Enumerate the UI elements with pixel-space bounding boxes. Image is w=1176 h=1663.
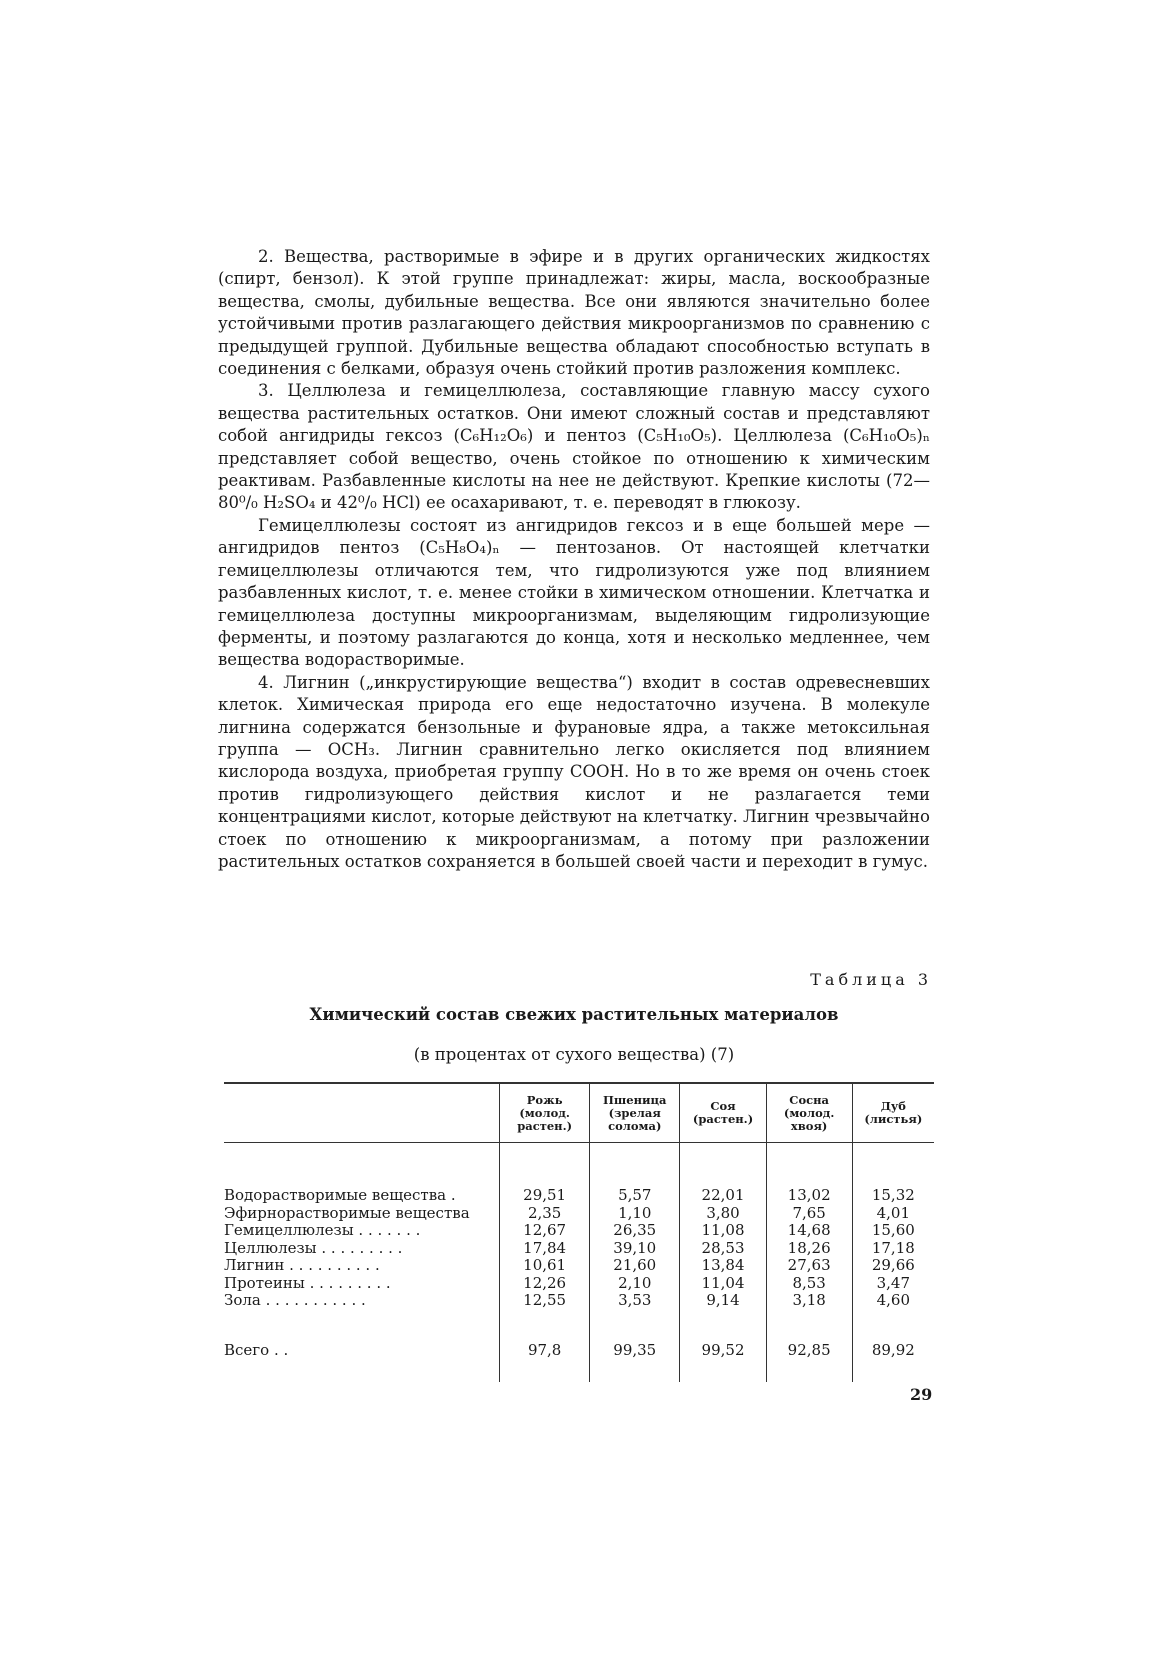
body-text bbox=[218, 246, 930, 873]
table-cell: 11,04 bbox=[680, 1275, 766, 1293]
total-cell: 92,85 bbox=[766, 1342, 852, 1382]
row-label: Эфирнорастворимые вещества bbox=[224, 1203, 470, 1222]
table-cell: 3,53 bbox=[590, 1292, 680, 1310]
table-row bbox=[224, 1240, 934, 1258]
paragraph-2: 2. Вещества, растворимые в эфире и в других органических жидкостях (спирт, бензол). К этой группе принадлежат: жиры, масла, воскообразные вещества, смолы, дубильные вещества. Все они являются значительно более устойчивыми против разлагающего действия микроорганизмов по сравнению с предыдущей группой. Дубильные вещества обладают способностью вступать в соединения с белками, образуя очень стойкий против разложения комплекс. bbox=[218, 247, 930, 379]
table-cell: 12,26 bbox=[500, 1275, 590, 1293]
table-cell: 4,60 bbox=[852, 1292, 934, 1310]
header-wheat: Пшеница (зрелая солома) bbox=[590, 1083, 680, 1143]
table-cell: 9,14 bbox=[680, 1292, 766, 1310]
table-row bbox=[224, 1275, 934, 1293]
table-cell: 29,66 bbox=[852, 1257, 934, 1275]
table-cell: 11,08 bbox=[680, 1222, 766, 1240]
table-cell: 22,01 bbox=[680, 1187, 766, 1205]
page-number: 29 bbox=[910, 1385, 933, 1404]
total-cell: 99,35 bbox=[590, 1342, 680, 1382]
table-spacer bbox=[224, 1310, 934, 1342]
table-row bbox=[224, 1222, 934, 1240]
table-cell: 13,84 bbox=[680, 1257, 766, 1275]
table-cell: 12,55 bbox=[500, 1292, 590, 1310]
table-cell: 4,01 bbox=[852, 1205, 934, 1223]
table-cell: 15,32 bbox=[852, 1187, 934, 1205]
table-row bbox=[224, 1292, 934, 1310]
row-label: Зола . . . . . . . . . . . bbox=[224, 1291, 366, 1309]
table-cell: 21,60 bbox=[590, 1257, 680, 1275]
table-cell: 7,65 bbox=[766, 1205, 852, 1223]
table-cell: 27,63 bbox=[766, 1257, 852, 1275]
table-cell: 10,61 bbox=[500, 1257, 590, 1275]
composition-table bbox=[224, 1082, 934, 1382]
table-row bbox=[224, 1187, 934, 1205]
header-rye: Рожь (молод. растен.) bbox=[500, 1083, 590, 1143]
table-cell: 2,35 bbox=[500, 1205, 590, 1223]
row-label: Гемицеллюлезы . . . . . . . bbox=[224, 1221, 421, 1239]
table-cell: 29,51 bbox=[500, 1187, 590, 1205]
table-cell: 39,10 bbox=[590, 1240, 680, 1258]
table-cell: 1,10 bbox=[590, 1205, 680, 1223]
total-cell: 97,8 bbox=[500, 1342, 590, 1382]
table-subtitle: (в процентах от сухого вещества) (7) bbox=[413, 1045, 735, 1064]
row-label: Целлюлезы . . . . . . . . . bbox=[224, 1238, 403, 1257]
paragraph-4: 4. Лигнин („инкрустирующие вещества“) входит в состав одревесневших клеток. Химическая природа его еще недостаточно изучена. В молекуле лигнина содержатся бензольные и фурановые ядра, а также метоксильная группа — OCH₃. Лигнин сравнительно легко окисляется под влиянием кислорода воздуха, приобретая группу COOH. Но в то же время он очень стоек против гидролизующего действия кислот и не разлагается теми концентрациями кислот, которые действуют на клетчатку. Лигнин чрезвычайно стоек по отношению к микроорганизмам, а потому при разложении растительных остатков сохраняется в большей своей части и переходит в гумус. bbox=[218, 672, 930, 871]
header-empty bbox=[224, 1083, 500, 1143]
total-cell: 89,92 bbox=[852, 1342, 934, 1382]
table-cell: 18,26 bbox=[766, 1240, 852, 1258]
table-cell: 17,84 bbox=[500, 1240, 590, 1258]
table-cell: 15,60 bbox=[852, 1222, 934, 1240]
total-label: Всего . . bbox=[224, 1340, 289, 1359]
total-cell: 99,52 bbox=[680, 1342, 766, 1382]
row-label: Протеины . . . . . . . . . bbox=[224, 1273, 391, 1292]
table-row bbox=[224, 1257, 934, 1275]
table-cell: 5,57 bbox=[590, 1187, 680, 1205]
table-cell: 12,67 bbox=[500, 1222, 590, 1240]
paragraph-3: 3. Целлюлеза и гемицеллюлеза, составляющие главную массу сухого вещества растительных остатков. Они имеют сложный состав и представляют собой ангидриды гексоз (C₆H₁₂O₆) и пентоз (C₅H₁₀O₅). Целлюлеза (C₆H₁₀O₅)ₙ представляет собой вещество, очень стойкое по отношению к химическим реактивам. Разбавленные кислоты на нее не действуют. Крепкие кислоты (72—80⁰/₀ H₂SO₄ и 42⁰/₀ HCl) ее осахаривают, т. е. переводят в глюкозу. bbox=[218, 381, 930, 513]
table-cell: 26,35 bbox=[590, 1222, 680, 1240]
table-label: Таблица 3 bbox=[810, 970, 932, 989]
table-cell: 28,53 bbox=[680, 1240, 766, 1258]
table-cell: 14,68 bbox=[766, 1222, 852, 1240]
row-label: Водорастворимые вещества . bbox=[224, 1186, 456, 1204]
table-cell: 13,02 bbox=[766, 1187, 852, 1205]
table-header-row bbox=[224, 1083, 934, 1143]
table-cell: 17,18 bbox=[852, 1240, 934, 1258]
table-title: Химический состав свежих растительных материалов bbox=[309, 1005, 839, 1024]
table-cell: 2,10 bbox=[590, 1275, 680, 1293]
table-total-row bbox=[224, 1342, 934, 1382]
table-cell: 8,53 bbox=[766, 1275, 852, 1293]
table-cell: 3,80 bbox=[680, 1205, 766, 1223]
paragraph-hemicellulose: Гемицеллюлезы состоят из ангидридов гексоз и в еще большей мере — ангидридов пентоз (C₅H₈O₄)ₙ — пентозанов. От настоящей клетчатки гемицеллюлезы отличаются тем, что гидролизуются уже под влиянием разбавленных кислот, т. е. менее стойки в химическом отношении. Клетчатка и гемицеллюлеза доступны микроорганизмам, выделяющим гидролизующие ферменты, и поэтому разлагаются до конца, хотя и несколько медленнее, чем вещества водорастворимые. bbox=[218, 515, 930, 670]
header-oak: Дуб (листья) bbox=[852, 1083, 934, 1143]
table-cell: 3,18 bbox=[766, 1292, 852, 1310]
header-soy: Соя (растен.) bbox=[680, 1083, 766, 1143]
table-row bbox=[224, 1205, 934, 1223]
header-pine: Сосна (молод. хвоя) bbox=[766, 1083, 852, 1143]
table-spacer bbox=[224, 1143, 934, 1188]
table-cell: 3,47 bbox=[852, 1275, 934, 1293]
row-label: Лигнин . . . . . . . . . . bbox=[224, 1256, 380, 1274]
